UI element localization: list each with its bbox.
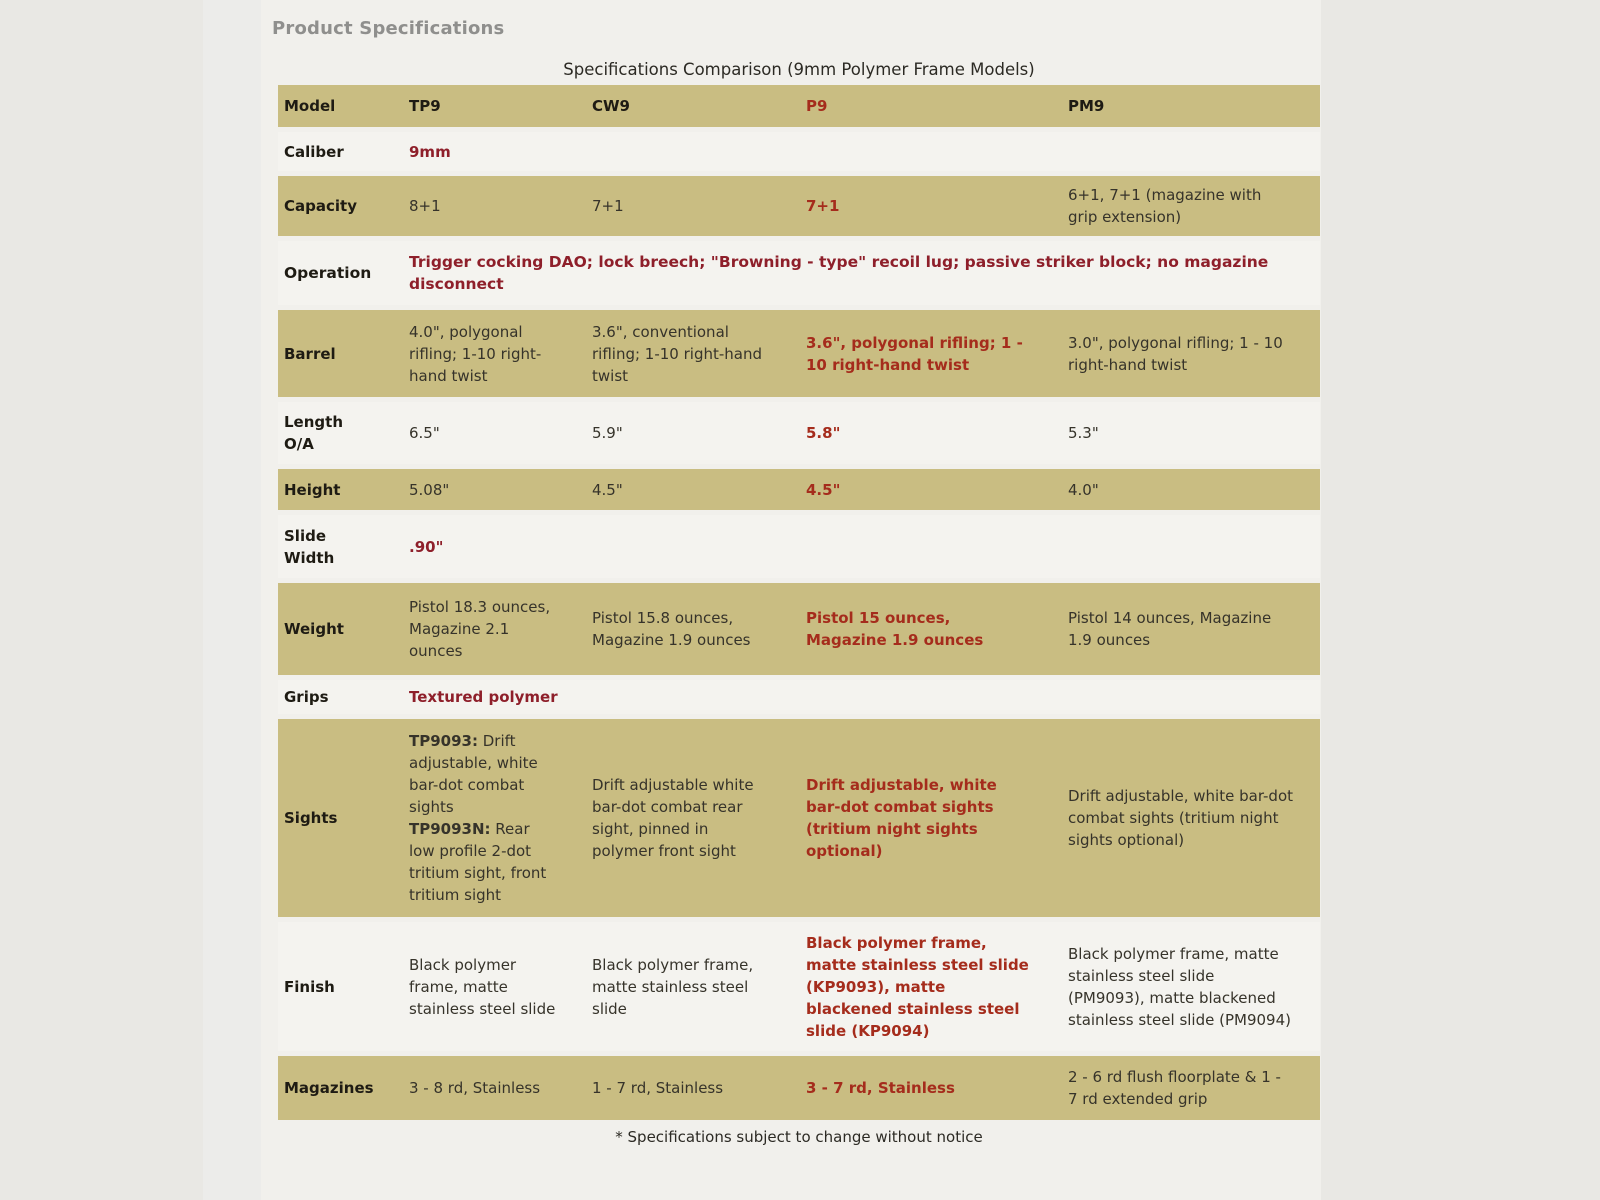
cell-length-p9: 5.8" [806,424,841,442]
row-finish [278,922,1320,1051]
cell-capacity-cw9: 7+1 [592,197,624,215]
cell-barrel-pm9: 3.0", polygonal rifling; 1 - 10 right-hand twist [1068,333,1283,374]
page-heading: Product Specifications [272,18,505,39]
table-title: Specifications Comparison (9mm Polymer Frame Models) [563,60,1035,79]
column-header-tp9: TP9 [409,97,441,115]
cell-magazines-pm9: 2 - 6 rd flush floorplate & 1 - 7 rd extended grip [1068,1068,1281,1108]
row-height [278,469,1320,510]
row-barrel [278,310,1320,397]
sights-tp9-model2: TP9093N: [409,820,491,838]
cell-length-cw9: 5.9" [592,424,623,442]
cell-barrel-cw9: 3.6", conventional rifling; 1-10 right-hand twist [592,322,762,385]
row-label-barrel: Barrel [284,344,336,363]
cell-magazines-cw9: 1 - 7 rd, Stainless [592,1079,724,1097]
row-label-sights: Sights [284,809,338,827]
row-label-magazines: Magazines [284,1079,374,1097]
cell-finish-cw9: Black polymer frame, matte stainless steel slide [592,955,754,1018]
cell-caliber-all-models: 9mm [409,142,451,161]
cell-weight-pm9: Pistol 14 ounces, Magazine 1.9 ounces [1068,609,1272,649]
sights-tp9-desc2: Rear low profile 2-dot tritium sight, front tritium sight [409,820,547,904]
specifications-footnote: * Specifications subject to change without notice [615,1128,983,1146]
cell-height-p9: 4.5" [806,480,841,499]
row-label-length-oa: Length O/A [284,413,343,453]
cell-magazines-tp9: 3 - 8 rd, Stainless [409,1079,541,1097]
cell-operation-all-models: Trigger cocking DAO; lock breech; "Browning - type" recoil lug; passive striker block; no magazine disconnect [409,253,1269,293]
cell-finish-p9: Black polymer frame, matte stainless steel slide (KP9093), matte blackened stainless steel slide (KP9094) [806,933,1029,1040]
sights-tp9-model1: TP9093: [409,732,478,750]
column-header-p9: P9 [806,97,828,115]
cell-weight-cw9: Pistol 15.8 ounces, Magazine 1.9 ounces [592,609,751,649]
cell-sights-p9: Drift adjustable, white bar-dot combat sights (tritium night sights optional) [806,776,997,860]
cell-grips-all-models: Textured polymer [409,688,558,706]
cell-barrel-p9: 3.6", polygonal rifling; 1 - 10 right-hand twist [806,333,1023,374]
cell-slide-width-all-models: .90" [409,537,444,556]
cell-sights-tp9 [400,724,583,912]
cell-finish-pm9: Black polymer frame, matte stainless steel slide (PM9093), matte blackened stainless steel slide (PM9094) [1068,944,1291,1029]
column-header-cw9: CW9 [592,97,630,115]
sights-tp9-desc1: Drift adjustable, white bar-dot combat sights [409,732,538,816]
cell-finish-tp9: Black polymer frame, matte stainless steel slide [409,955,556,1018]
cell-length-tp9: 6.5" [409,424,440,442]
cell-height-tp9: 5.08" [409,480,450,499]
row-operation [278,241,1320,305]
cell-weight-tp9: Pistol 18.3 ounces, Magazine 2.1 ounces [409,598,551,660]
page-margin-shade [203,0,261,1200]
row-magazines [278,1056,1320,1120]
cell-barrel-tp9: 4.0", polygonal rifling; 1-10 right-hand twist [409,322,542,385]
row-label-operation: Operation [284,264,372,282]
row-sights [278,719,1320,917]
table-header-row [278,85,1320,127]
row-label-capacity: Capacity [284,197,357,215]
cell-sights-pm9: Drift adjustable, white bar-dot combat sights (tritium night sights optional) [1068,787,1294,849]
cell-capacity-pm9: 6+1, 7+1 (magazine with grip extension) [1068,186,1262,226]
column-header-pm9: PM9 [1068,97,1105,115]
row-label-caliber: Caliber [284,142,344,161]
cell-height-cw9: 4.5" [592,480,623,499]
row-slide-width [278,515,1320,578]
row-length-oa [278,402,1320,464]
row-caliber [278,132,1320,171]
row-label-slide-width: Slide Width [284,526,335,567]
row-grips [278,680,1320,714]
row-label-height: Height [284,480,341,499]
row-label-finish: Finish [284,977,335,996]
cell-sights-cw9: Drift adjustable white bar-dot combat rear sight, pinned in polymer front sight [592,776,754,860]
specifications-table [278,85,1320,1125]
cell-height-pm9: 4.0" [1068,480,1099,499]
cell-magazines-p9: 3 - 7 rd, Stainless [806,1079,955,1097]
cell-capacity-p9: 7+1 [806,197,840,215]
row-capacity [278,176,1320,236]
row-label-weight: Weight [284,620,344,638]
cell-length-pm9: 5.3" [1068,424,1099,442]
row-weight [278,583,1320,675]
row-label-grips: Grips [284,688,329,706]
column-header-model: Model [284,97,336,115]
cell-capacity-tp9: 8+1 [409,197,441,215]
cell-weight-p9: Pistol 15 ounces, Magazine 1.9 ounces [806,609,984,649]
